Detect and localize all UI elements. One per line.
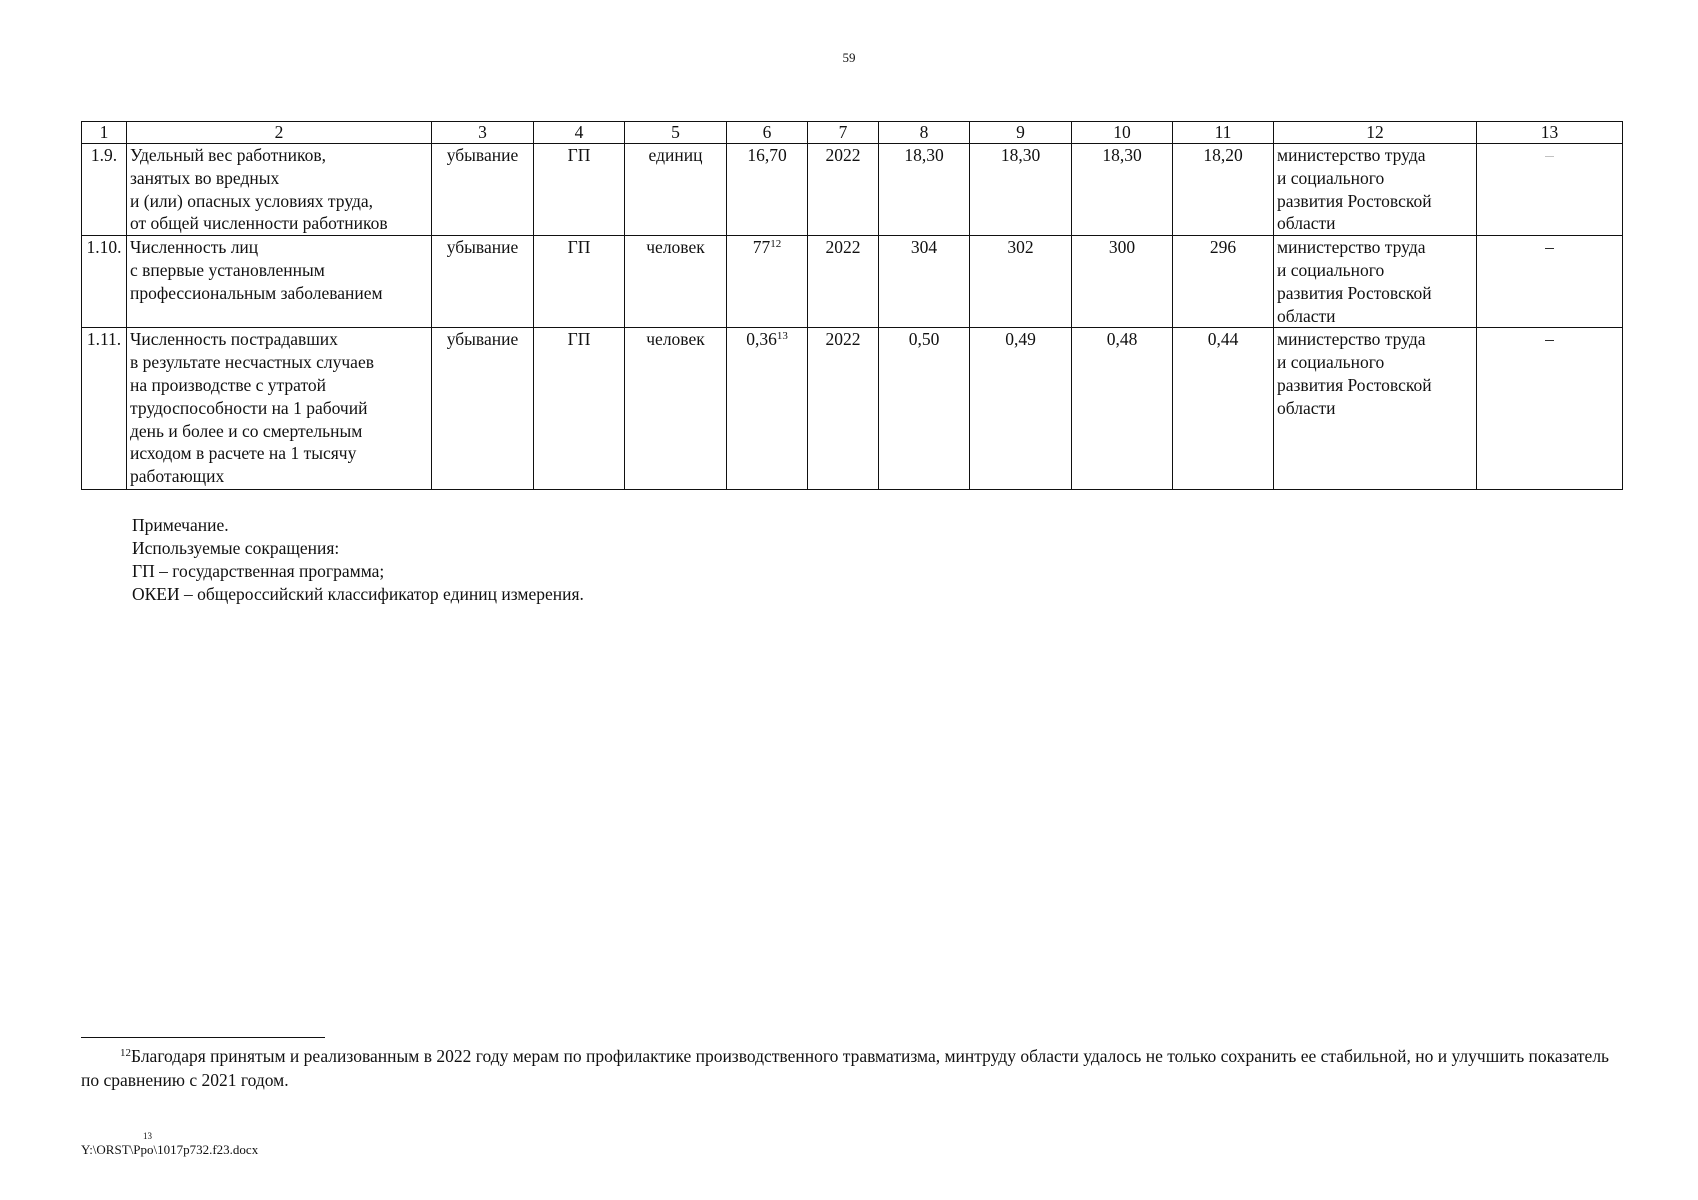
responsible-line: развития Ростовской: [1277, 282, 1432, 303]
note-title: Примечание.: [132, 515, 229, 535]
header-cell: 3: [432, 122, 534, 144]
indicator-name-line: Численность пострадавших: [130, 329, 338, 350]
base-year-cell: 2022: [808, 236, 879, 328]
table-row: [82, 236, 1623, 328]
value-cell-8: 0,50: [879, 328, 970, 490]
value-cell-11: 0,44: [1173, 328, 1274, 490]
base-value-cell: [727, 144, 808, 236]
indicator-name-line: день и более и со смертельным: [130, 420, 363, 441]
footnote-12: [81, 1044, 1622, 1092]
footnote-divider: [81, 1037, 325, 1038]
header-cell: 13: [1477, 122, 1623, 144]
type-cell: ГП: [534, 144, 625, 236]
responsible-line: области: [1277, 213, 1336, 234]
value-cell-8: 304: [879, 236, 970, 328]
value-cell-9: 302: [970, 236, 1072, 328]
base-value: 16,70: [747, 145, 787, 165]
responsible-line: министерство труда: [1277, 237, 1426, 258]
header-cell: 12: [1274, 122, 1477, 144]
indicator-name-line: профессиональным заболеванием: [130, 282, 383, 303]
indicators-table: [81, 121, 1623, 490]
footnote-reference: 13: [776, 330, 788, 343]
indicator-name-line: исходом в расчете на 1 тысячу: [130, 443, 357, 464]
value-cell-9: 0,49: [970, 328, 1072, 490]
note-block: [132, 514, 584, 606]
responsible-line: развития Ростовской: [1277, 190, 1432, 211]
indicator-name-line: и (или) опасных условиях труда,: [130, 190, 374, 211]
table-header-row: [82, 122, 1623, 144]
indicator-name-line: работающих: [130, 466, 225, 487]
row-number-cell: 1.9.: [82, 144, 127, 236]
unit-cell: человек: [625, 236, 727, 328]
header-cell: 2: [127, 122, 432, 144]
row-number-cell: 1.11.: [82, 328, 127, 490]
indicator-name-cell: [127, 144, 432, 236]
indicator-name-line: в результате несчастных случаев: [130, 352, 374, 373]
responsible-line: и социального: [1277, 259, 1385, 280]
value-cell-10: 18,30: [1072, 144, 1173, 236]
base-year-cell: 2022: [808, 144, 879, 236]
responsible-line: развития Ростовской: [1277, 374, 1432, 395]
unit-cell: человек: [625, 328, 727, 490]
indicator-name-line: с впервые установленным: [130, 259, 325, 280]
value-cell-9: 18,30: [970, 144, 1072, 236]
column-13-cell: –: [1477, 328, 1623, 490]
value-cell-10: 300: [1072, 236, 1173, 328]
responsible-line: министерство труда: [1277, 145, 1426, 165]
header-cell: 9: [970, 122, 1072, 144]
base-year-cell: 2022: [808, 328, 879, 490]
base-value-cell: [727, 328, 808, 490]
header-cell: 7: [808, 122, 879, 144]
base-value-cell: [727, 236, 808, 328]
note-item: ГП – государственная программа;: [132, 561, 385, 581]
trend-cell: убывание: [432, 144, 534, 236]
responsible-line: области: [1277, 397, 1336, 418]
responsible-line: области: [1277, 305, 1336, 326]
base-value: 77: [752, 237, 771, 258]
column-13-cell: –: [1477, 236, 1623, 328]
page-number: 59: [842, 50, 856, 65]
trend-cell: убывание: [432, 328, 534, 490]
indicator-name-line: Численность лиц: [130, 237, 259, 258]
table-row: [82, 144, 1623, 236]
indicator-name-line: Удельный вес работников,: [130, 145, 327, 165]
base-value: 0,36: [746, 329, 777, 350]
responsible-line: и социального: [1277, 352, 1385, 373]
header-cell: 4: [534, 122, 625, 144]
row-number-cell: 1.10.: [82, 236, 127, 328]
responsible-line: и социального: [1277, 167, 1385, 188]
header-cell: 10: [1072, 122, 1173, 144]
indicator-name-line: на производстве с утратой: [130, 374, 327, 395]
header-cell: 8: [879, 122, 970, 144]
type-cell: ГП: [534, 328, 625, 490]
indicator-name-line: занятых во вредных: [130, 167, 280, 188]
footnote-marker: 12: [120, 1047, 131, 1059]
footnote-13-marker: 13: [143, 1131, 152, 1141]
note-intro: Используемые сокращения:: [132, 538, 340, 558]
responsible-cell: [1274, 328, 1477, 490]
footnote-reference: 12: [770, 238, 782, 251]
header-cell: 1: [82, 122, 127, 144]
responsible-cell: [1274, 144, 1477, 236]
header-cell: 11: [1173, 122, 1274, 144]
indicator-name-line: от общей численности работников: [130, 213, 388, 234]
header-cell: 6: [727, 122, 808, 144]
value-cell-11: 18,20: [1173, 144, 1274, 236]
value-cell-11: 296: [1173, 236, 1274, 328]
column-13-cell: –: [1477, 144, 1623, 236]
unit-cell: единиц: [625, 144, 727, 236]
value-cell-8: 18,30: [879, 144, 970, 236]
table-row: [82, 328, 1623, 490]
trend-cell: убывание: [432, 236, 534, 328]
note-item: ОКЕИ – общероссийский классификатор единиц измерения.: [132, 584, 584, 604]
indicator-name-cell: [127, 236, 432, 328]
responsible-cell: [1274, 236, 1477, 328]
type-cell: ГП: [534, 236, 625, 328]
header-cell: 5: [625, 122, 727, 144]
indicator-name-line: трудоспособности на 1 рабочий: [130, 397, 368, 418]
value-cell-10: 0,48: [1072, 328, 1173, 490]
footnote-text: Благодаря принятым и реализованным в 2022 году мерам по профилактике производственного травматизма, минтруду области удалось не только сохранить ее стабильной, но и улучшить показатель по сравнению с 2021 годом.: [81, 1046, 1610, 1090]
responsible-line: министерство труда: [1277, 329, 1426, 350]
indicator-name-cell: [127, 328, 432, 490]
file-path: Y:\ORST\Ppo\1017p732.f23.docx: [81, 1142, 259, 1157]
